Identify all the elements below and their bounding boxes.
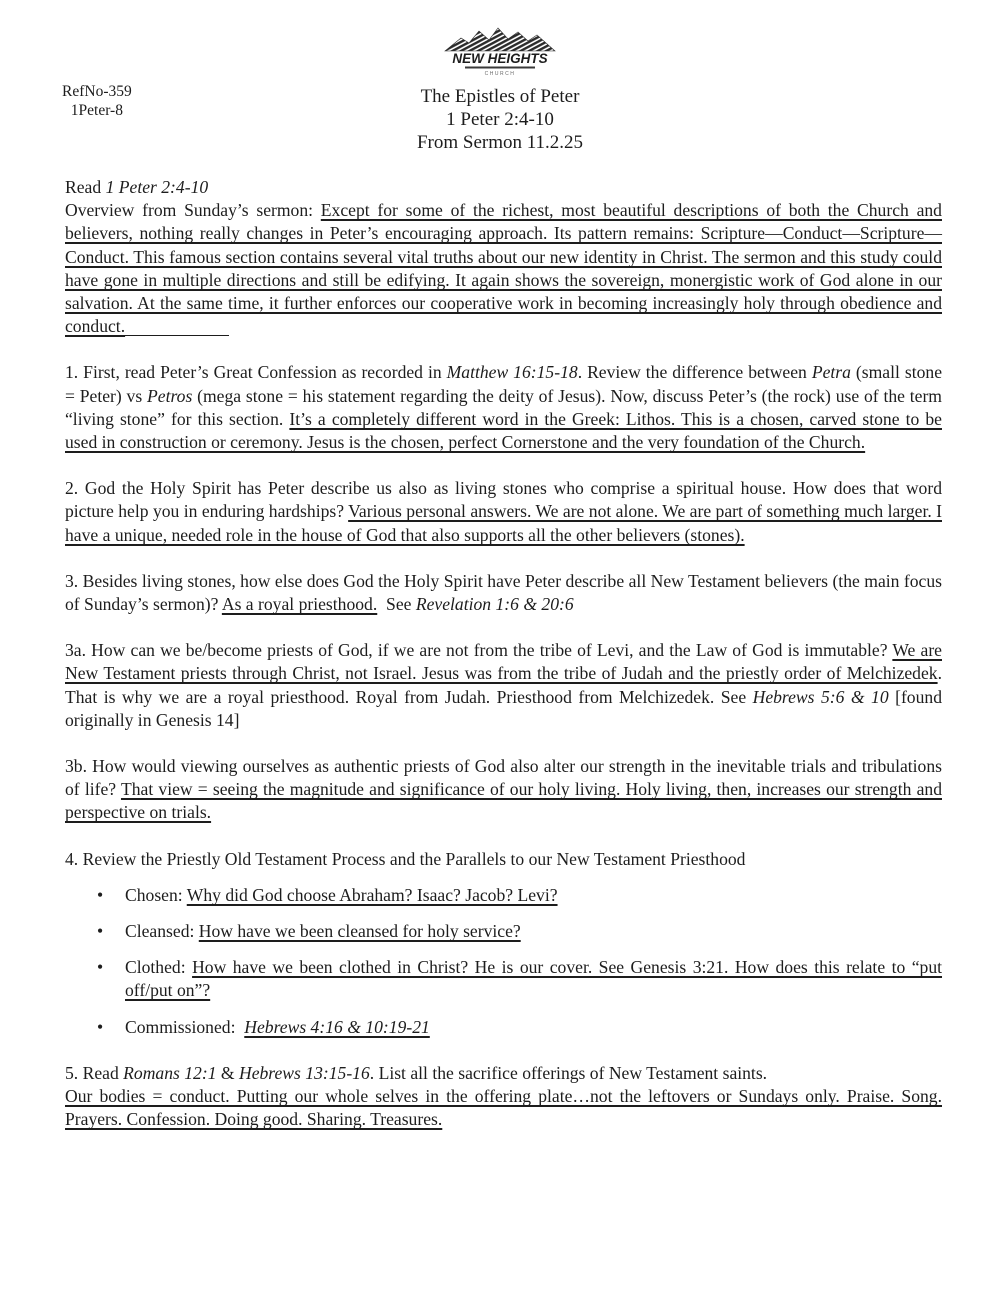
logo-name-text: NEW HEIGHTS [452,51,548,66]
q5-answer: Our bodies = conduct. Putting our whole selves in the offering plate…not the leftovers or Sundays only. Praise. Song. Prayers. Confession. Doing good. Sharing. Treasures. [65,1086,942,1130]
q3a-text: 3a. How can we be/become priests of God, if we are not from the tribe of Levi, and the Law of God is immutable? [65,640,893,661]
q5-scripture-ref-1: Romans 12:1 [123,1062,217,1083]
q3-answer: As a royal priesthood. [221,594,378,615]
refno-line-1: RefNo-359 [62,83,132,100]
overview-answer: Except for some of the richest, most beautiful descriptions of both the Church and believers, nothing really changes in Peter’s encouraging approach. Its pattern remains: Scripture—Conduct—Scripture—Conduct. This famous section contains several vital truths about our new identity in Christ. The sermon and this study could have gone in multiple directions and still be edifying. It again shows the sovereign, monergistic work of God alone in our salvation. At the same time, it further enforces our cooperative work in becoming increasingly holy through obedience and conduct. [65,200,942,337]
q1-text: . Review the difference between [577,362,812,383]
mountain-ridge-icon [445,28,555,51]
q3-scripture-ref: Revelation 1:6 & 20:6 [415,594,574,615]
bullet-answer: How have we been clothed in Christ? He is our cover. See Genesis 3:21. How does this relate to “put off/put on”? [125,957,943,1001]
bullet-icon: • [97,957,104,978]
q1-scripture-ref: Matthew 16:15-18 [446,362,578,383]
q5-scripture-ref-2: Hebrews 13:15-16 [238,1062,370,1083]
bullet-scripture-ref: Hebrews 4:16 & 10:19-21 [244,1016,430,1037]
q3-text: 3. Besides living stones, how else does God the Holy Spirit have Peter describe all New Testament believers (the main focus of Sunday’s sermon)? [65,570,942,615]
question-4-heading: 4. Review the Priestly Old Testament Process and the Parallels to our New Testament Priesthood [65,848,746,869]
q3b-answer: That view = seeing the magnitude and significance of our holy living. Holy living, then, increases our strength and perspective on trials. [65,779,942,823]
read-instruction [65,176,942,199]
document-body [65,176,942,1132]
bullet-icon: • [97,884,104,905]
question-3 [65,570,942,616]
bullet-label: Cleansed: [125,921,199,942]
q2-text: 2. God the Holy Spirit has Peter describe us also as living stones who comprise a spiritual house. How does that word picture help you in enduring hardships? [65,478,942,522]
q3-see: See [377,594,416,615]
bullet-label: Chosen: [125,884,187,905]
q3a-scripture-ref: Hebrews 5:6 & 10 [752,686,889,707]
document-header [0,24,1000,154]
bullet-icon: • [97,1016,104,1037]
refno-line-2: 1Peter-8 [70,101,123,119]
doc-title-passage: 1 Peter 2:4-10 [446,109,554,130]
q3a-note: [found originally in Genesis 14] [65,686,942,730]
q2-answer: Various personal answers. We are not alone. We are part of something much larger. I have a unique, needed role in the house of God that also supports all the other believers (stones). [65,501,942,545]
question-3a [65,639,942,732]
q1-text: (mega stone = his statement regarding the deity of Jesus). Now, discuss Peter’s (the rock) use of the term “living stone” for this section. [65,385,942,429]
q1-text: (small stone = Peter) vs [65,362,942,406]
q5-prompt [65,1062,942,1085]
q3b-text: 3b. How would viewing ourselves as authentic priests of God also alter our strength in the inevitable trials and tribulations of life? [65,756,942,800]
q5-text: . List all the sacrifice offerings of New Testament saints. [369,1062,768,1083]
bullet-answer: How have we been cleansed for holy service? [198,921,521,942]
list-item-clothed [97,956,942,1002]
q1-term-petra: Petra [811,362,851,383]
q5-text: & [216,1062,239,1083]
q3a-answer: We are New Testament priests through Christ, not Israel. Jesus was from the tribe of Judah and the priestly order of Melchizedek [65,640,942,684]
list-item-cleansed [97,920,942,943]
q5-answer-paragraph [65,1085,942,1131]
logo-divider [465,67,535,69]
bullet-icon: • [97,921,104,942]
overview-label: Overview from Sunday’s sermon: [65,200,321,221]
bullet-label: Commissioned: [125,1016,245,1037]
question-3b [65,755,942,825]
underline-extension [125,334,229,336]
doc-title-sermon-date: From Sermon 11.2.25 [416,132,584,153]
logo-sub-text: CHURCH [484,71,516,77]
doc-title-series: The Epistles of Peter [420,86,580,107]
bullet-answer: Why did God choose Abraham? Isaac? Jacob? Levi? [186,884,558,905]
question-2 [65,477,942,547]
q1-text: 1. First, read Peter’s Great Confession as recorded in [65,362,447,383]
overview-paragraph [65,199,942,338]
list-item-chosen [97,884,942,907]
new-heights-logo [441,24,559,83]
priesthood-parallels-list [65,884,942,1039]
question-5 [65,1062,942,1132]
q3a-text: . That is why we are a royal priesthood. Royal from Judah. Priesthood from Melchizedek. See [65,663,942,707]
q5-text: 5. Read [65,1062,124,1083]
question-1 [65,361,942,454]
read-passage-ref: 1 Peter 2:4-10 [105,177,209,197]
read-prefix: Read [65,177,106,197]
q1-term-petros: Petros [147,385,193,406]
q1-answer: It’s a completely different word in the Greek: Lithos. This is a chosen, carved stone to be used in construction or ceremony. Jesus is the chosen, perfect Cornerstone and the very foundation of the Church. [65,408,942,453]
bullet-label: Clothed: [125,957,193,978]
list-item-commissioned [97,1016,942,1039]
